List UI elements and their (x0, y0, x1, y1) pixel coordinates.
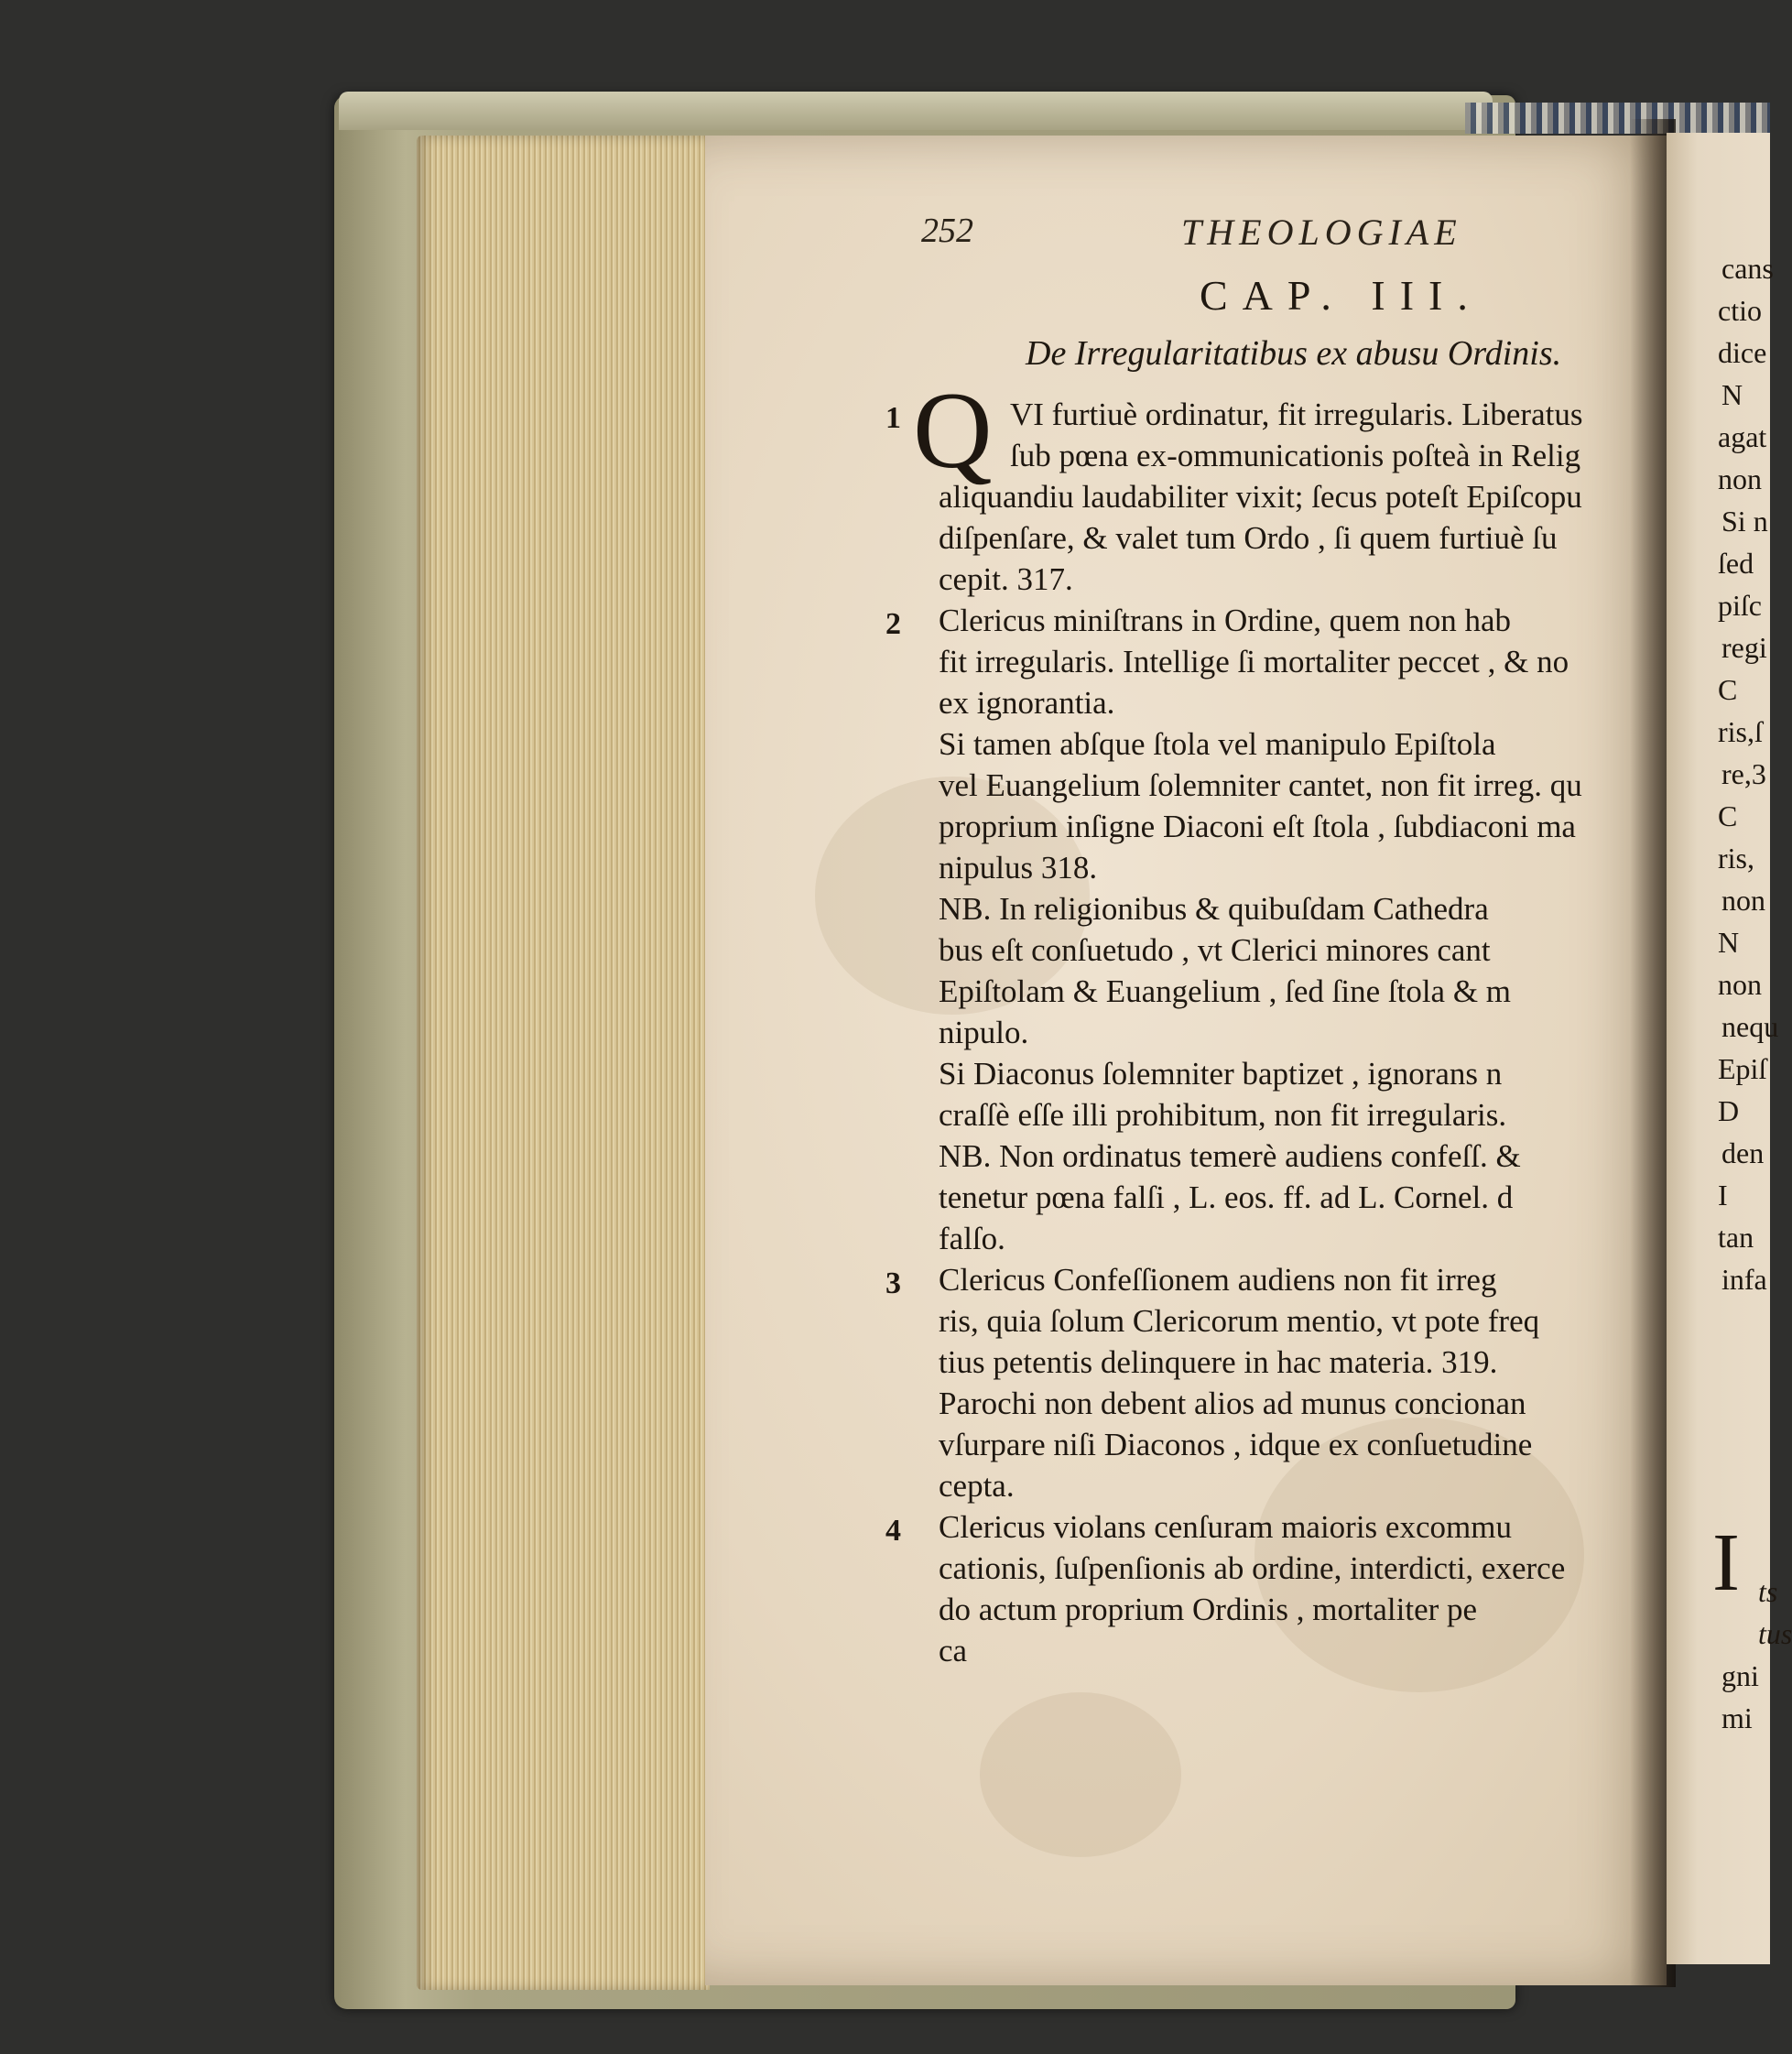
right-page-fragment: tus (1758, 1617, 1792, 1650)
right-page-fragment: ſed (1718, 547, 1754, 580)
chapter-heading: CAP. III. (1200, 272, 1482, 319)
body-text (885, 369, 1625, 1671)
right-page-fragment: C (1718, 673, 1738, 706)
right-page-fragment: cans (1721, 252, 1774, 285)
right-page-fragment: ts (1758, 1575, 1778, 1608)
margin-number: 2 (885, 607, 901, 641)
right-page-fragment: tan (1718, 1221, 1754, 1254)
right-page-fragment: dice (1718, 336, 1767, 369)
text-line: bus eſt conſuetudo , vt Clerici minores cant (939, 932, 1491, 968)
right-page-fragment: regi (1721, 631, 1767, 664)
right-page-fragment: D (1718, 1094, 1740, 1127)
right-page-edge (1667, 133, 1792, 1964)
right-page-fragment: gni (1721, 1659, 1759, 1692)
text-line: Clericus miniſtrans in Ordine, quem non hab (939, 603, 1512, 638)
headband (1465, 103, 1770, 134)
page-fore-edge (417, 136, 710, 1990)
margin-number: 4 (885, 1514, 901, 1548)
right-page-fragment: den (1721, 1136, 1765, 1169)
cover-top-edge (339, 92, 1493, 130)
right-page-fragment: ris, (1718, 842, 1754, 875)
running-head-title: THEOLOGIAE (1181, 212, 1462, 253)
text-line: nipulo. (939, 1015, 1029, 1050)
text-line: cepit. 317. (939, 561, 1073, 597)
text-line: Clericus Confeſſionem audiens non fit irreg (939, 1262, 1497, 1298)
text-line: Parochi non debent alios ad munus concionan (939, 1386, 1526, 1421)
text-line: VI furtiuè ordinatur, fit irregularis. Liberatus (1010, 397, 1583, 432)
text-line: nipulus 318. (939, 850, 1098, 886)
right-page-fragment: Epiſ (1718, 1052, 1767, 1085)
text-line: falſo. (939, 1221, 1005, 1256)
right-page-fragment: N (1721, 378, 1743, 411)
text-line: NB. In religionibus & quibuſdam Cathedra (939, 891, 1489, 927)
text-line: Si tamen abſque ſtola vel manipulo Epiſtola (939, 726, 1496, 762)
text-line: tius petentis delinquere in hac materia. 319. (939, 1344, 1498, 1380)
right-page-fragment: non (1718, 968, 1762, 1001)
left-page (705, 136, 1667, 1985)
right-page-fragment: nequ (1721, 1010, 1779, 1043)
right-page-fragment: Si n (1721, 505, 1768, 538)
right-page-fragment: ctio (1718, 294, 1762, 327)
text-line: tenetur pœna falſi , L. eos. ff. ad L. Cornel. d (939, 1179, 1514, 1215)
text-line: vel Euangelium ſolemniter cantet, non fit irreg. qu (939, 767, 1582, 803)
right-page-fragment: non (1721, 884, 1765, 917)
text-line: cationis, ſuſpenſionis ab ordine, interdicti, exerce (939, 1550, 1566, 1586)
text-line: Clericus violans cenſuram maioris excommu (939, 1509, 1512, 1545)
right-page-fragment: I (1718, 1179, 1728, 1212)
text-line: proprium inſigne Diaconi eſt ſtola , ſubdiaconi ma (939, 809, 1576, 844)
margin-number: 1 (885, 401, 901, 435)
text-line: ris, quia ſolum Clericorum mentio, vt pote freq (939, 1303, 1540, 1339)
right-page-fragment: mi (1721, 1701, 1753, 1734)
text-line: Epiſtolam & Euangelium , ſed ſine ſtola & m (939, 973, 1512, 1009)
text-line: ca (939, 1633, 968, 1668)
text-line: craſſè eſſe illi prohibitum, non fit irregularis. (939, 1097, 1507, 1133)
text-line: diſpenſare, & valet tum Ordo , ſi quem furtiuè ſu (939, 520, 1558, 556)
right-page-fragment: infa (1721, 1263, 1767, 1296)
right-page-fragment: re,3 (1721, 757, 1766, 790)
text-line: ex ignorantia. (939, 685, 1115, 721)
text-line: fit irregularis. Intellige ſi mortaliter peccet , & no (939, 644, 1569, 679)
text-line: Si Diaconus ſolemniter baptizet , ignorans n (939, 1056, 1503, 1092)
drop-cap: Q (913, 369, 993, 491)
right-page-fragment: agat (1718, 420, 1767, 453)
page-number: 252 (921, 212, 973, 250)
right-page-fragment: N (1718, 926, 1740, 959)
text-line: NB. Non ordinatus temerè audiens confeſſ. & (939, 1138, 1521, 1174)
margin-number: 3 (885, 1266, 901, 1300)
text-line: cepta. (939, 1468, 1015, 1504)
right-page-fragment: ris,ſ (1718, 715, 1763, 748)
right-page-fragment: piſc (1718, 589, 1762, 622)
text-line: vſurpare niſi Diaconos , idque ex conſuetudine (939, 1427, 1533, 1462)
text-line: do actum proprium Ordinis , mortaliter pe (939, 1592, 1478, 1627)
running-head (705, 211, 1657, 266)
chapter-title: De Irregularitatibus ex abusu Ordinis. (1026, 334, 1562, 373)
right-page-initial: I (1712, 1517, 1740, 1608)
text-line: ſub pœna ex-ommunicationis poſteà in Relig (1010, 438, 1581, 473)
right-page-fragment: C (1718, 799, 1738, 832)
text-line: aliquandiu laudabiliter vixit; ſecus poteſt Epiſcopu (939, 479, 1582, 515)
right-page-fragment: non (1718, 462, 1762, 495)
